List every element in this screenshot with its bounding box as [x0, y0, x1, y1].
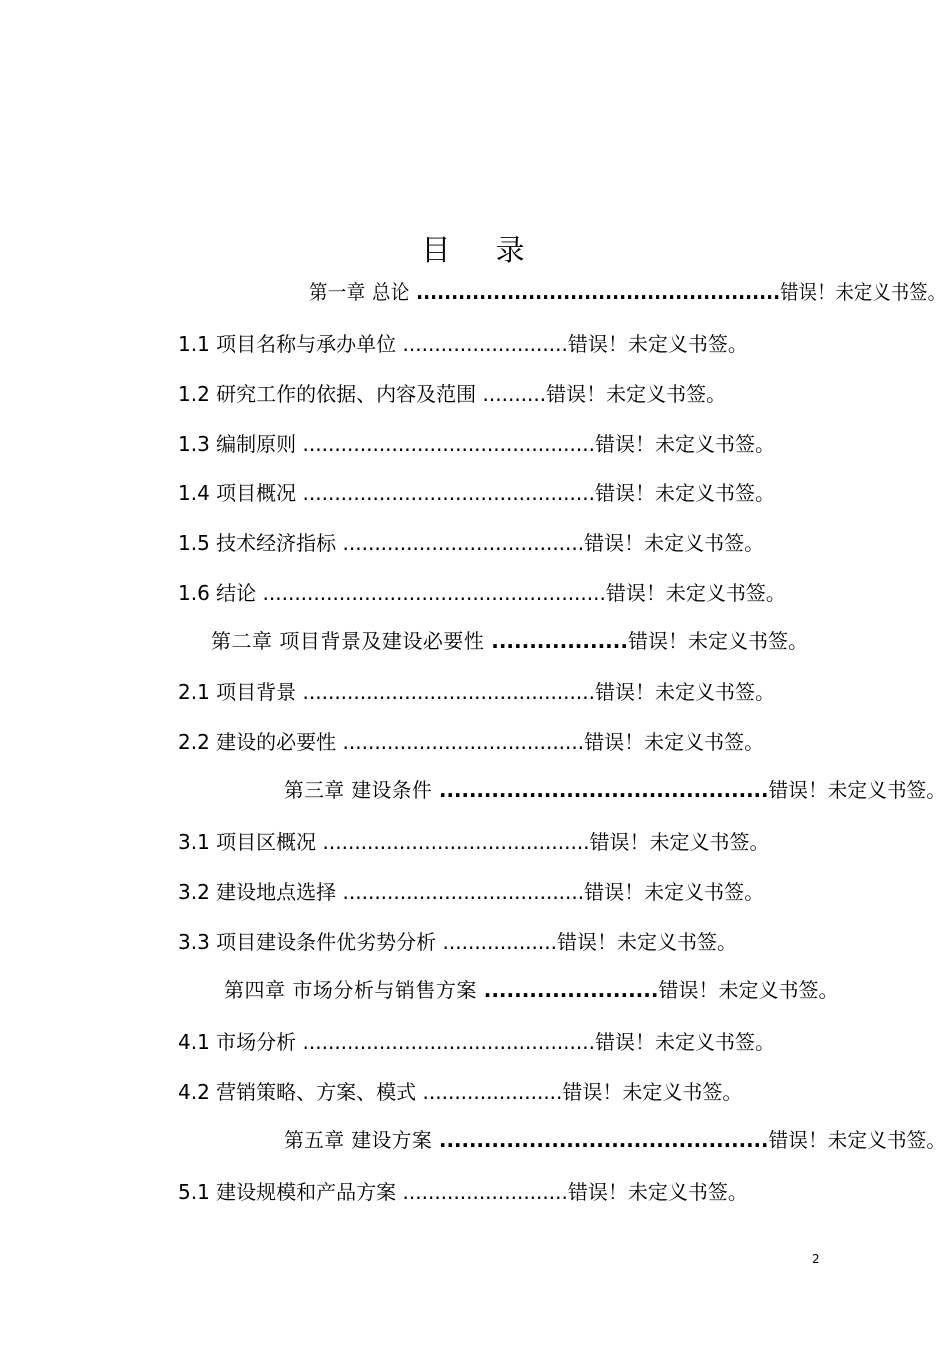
toc-entry-leader: ............................................ — [438, 1128, 769, 1152]
toc-entry-label: 1.1 项目名称与承办单位 — [178, 332, 403, 356]
toc-entry-leader: .................. — [442, 930, 557, 954]
toc-entry-leader: ...................... — [422, 1080, 563, 1104]
toc-entry-label: 第二章 项目背景及建设必要性 — [211, 629, 492, 653]
toc-entry-page: 错误！未定义书签。 — [780, 280, 947, 304]
toc-entry-page: 错误！未定义书签。 — [546, 382, 727, 406]
toc-entry-4-2[interactable] — [178, 1080, 742, 1104]
toc-entry-label: 3.2 建设地点选择 — [178, 880, 343, 904]
toc-entry-leader: .......... — [482, 382, 547, 406]
toc-entry-page: 错误！未定义书签。 — [567, 1180, 748, 1204]
toc-entry-leader: .............................................. — [302, 680, 595, 704]
toc-entry-label: 1.3 编制原则 — [178, 432, 303, 456]
toc-entry-label: 5.1 建设规模和产品方案 — [178, 1180, 403, 1204]
toc-entry-leader: .......................... — [402, 332, 568, 356]
toc-entry-leader: .......................... — [402, 1180, 568, 1204]
toc-entry-1-4[interactable] — [178, 481, 775, 505]
toc-entry-label: 第一章 总论 — [309, 280, 417, 304]
toc-entry-leader: .............................................. — [302, 481, 595, 505]
toc-entry-1-5[interactable] — [178, 531, 764, 555]
toc-entry-page: 错误！未定义书签。 — [627, 629, 808, 653]
toc-entry-label: 2.1 项目背景 — [178, 680, 303, 704]
toc-entry-page: 错误！未定义书签。 — [562, 1080, 743, 1104]
toc-entry-label: 1.6 结论 — [178, 581, 263, 605]
toc-entry-page: 错误！未定义书签。 — [584, 880, 765, 904]
toc-entry-label: 4.2 营销策略、方案、模式 — [178, 1080, 423, 1104]
toc-entry-leader: ...................................... — [342, 531, 585, 555]
toc-entry-page: 错误！未定义书签。 — [605, 581, 786, 605]
toc-title: 目 录 — [421, 233, 543, 267]
toc-entry-page: 错误！未定义书签。 — [658, 978, 839, 1002]
toc-entry-chapter-2[interactable] — [211, 629, 808, 653]
toc-entry-page: 错误！未定义书签。 — [594, 1030, 775, 1054]
toc-entry-label: 3.1 项目区概况 — [178, 830, 323, 854]
toc-entry-1-6[interactable] — [178, 581, 786, 605]
page-number: 2 — [812, 1252, 820, 1266]
toc-entry-3-2[interactable] — [178, 880, 764, 904]
toc-entry-leader: .......................................... — [322, 830, 590, 854]
toc-entry-page: 错误！未定义书签。 — [584, 730, 765, 754]
toc-entry-label: 1.4 项目概况 — [178, 481, 303, 505]
toc-entry-page: 错误！未定义书签。 — [594, 481, 775, 505]
toc-entry-leader: ...................................................... — [262, 581, 606, 605]
toc-entry-label: 2.2 建设的必要性 — [178, 730, 343, 754]
toc-entry-leader: ...................................... — [342, 880, 585, 904]
toc-entry-page: 错误！未定义书签。 — [594, 432, 775, 456]
toc-entry-label: 1.5 技术经济指标 — [178, 531, 343, 555]
toc-entry-leader: .............................................. — [302, 432, 595, 456]
toc-entry-page: 错误！未定义书签。 — [589, 830, 770, 854]
toc-entry-leader: .................. — [491, 629, 628, 653]
toc-entry-chapter-4[interactable] — [224, 978, 838, 1002]
toc-entry-label: 第三章 建设条件 — [284, 778, 439, 802]
toc-entry-page: 错误！未定义书签。 — [768, 778, 946, 802]
toc-entry-4-1[interactable] — [178, 1030, 775, 1054]
toc-entry-page: 错误！未定义书签。 — [594, 680, 775, 704]
toc-entry-label: 3.3 项目建设条件优劣势分析 — [178, 930, 443, 954]
toc-entry-page: 错误！未定义书签。 — [567, 332, 748, 356]
toc-entry-chapter-1[interactable] — [309, 280, 946, 304]
toc-entry-1-1[interactable] — [178, 332, 748, 356]
toc-entry-2-1[interactable] — [178, 680, 775, 704]
toc-entry-leader: ...................................... — [342, 730, 585, 754]
toc-entry-leader: .............................................. — [302, 1030, 595, 1054]
toc-entry-3-3[interactable] — [178, 930, 737, 954]
toc-entry-page: 错误！未定义书签。 — [768, 1128, 946, 1152]
toc-entry-3-1[interactable] — [178, 830, 770, 854]
toc-entry-label: 第四章 市场分析与销售方案 — [224, 978, 484, 1002]
toc-entry-leader: .................................................... — [416, 280, 781, 304]
toc-entry-label: 4.1 市场分析 — [178, 1030, 303, 1054]
toc-entry-1-3[interactable] — [178, 432, 775, 456]
toc-entry-page: 错误！未定义书签。 — [584, 531, 765, 555]
toc-entry-2-2[interactable] — [178, 730, 764, 754]
toc-entry-1-2[interactable] — [178, 382, 726, 406]
toc-entry-chapter-5[interactable] — [284, 1128, 946, 1152]
toc-entry-label: 第五章 建设方案 — [284, 1128, 439, 1152]
toc-entry-page: 错误！未定义书签。 — [556, 930, 737, 954]
toc-entry-leader: ....................... — [483, 978, 659, 1002]
toc-entry-chapter-3[interactable] — [284, 778, 946, 802]
toc-entry-label: 1.2 研究工作的依据、内容及范围 — [178, 382, 483, 406]
toc-entry-leader: ............................................ — [438, 778, 769, 802]
toc-entry-5-1[interactable] — [178, 1180, 748, 1204]
